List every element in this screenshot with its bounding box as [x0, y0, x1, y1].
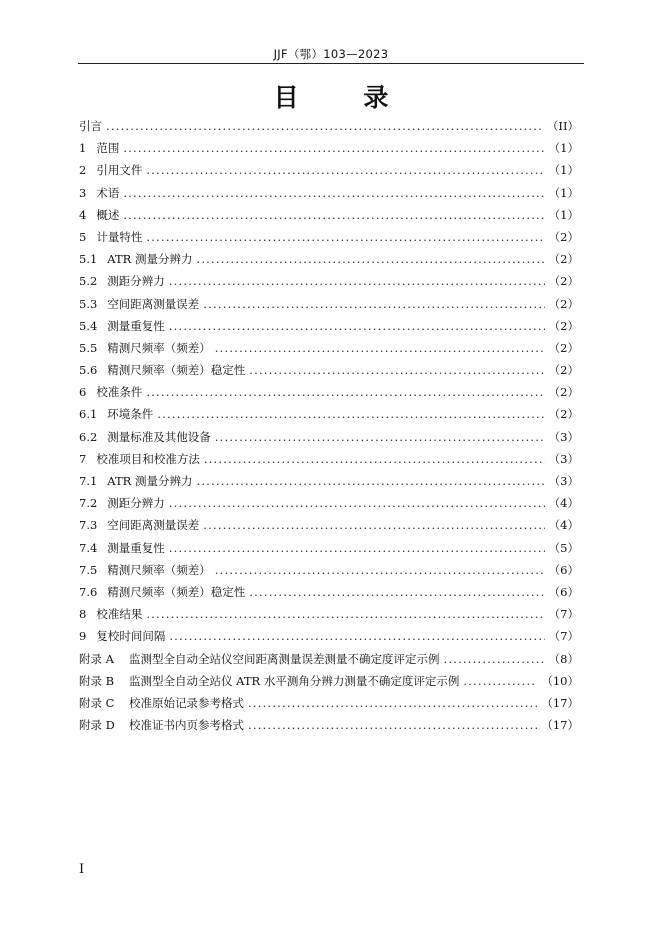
toc-dot-leader [123, 137, 544, 159]
toc-entry-number: 3 [79, 185, 87, 200]
toc-entry-page: （2） [548, 274, 579, 289]
toc-entry-page: （10） [541, 673, 579, 688]
toc-entry[interactable] [79, 315, 579, 337]
toc-entry-number: 5.3 [79, 296, 98, 311]
toc-entry-page: （17） [541, 718, 579, 733]
toc-dot-leader [123, 182, 544, 204]
toc-dot-leader [146, 603, 544, 625]
toc-entry-page: （2） [548, 407, 579, 422]
toc-entry-number: 附录 C [79, 695, 115, 710]
toc-dot-leader [249, 359, 544, 381]
toc-dot-leader [203, 514, 544, 536]
toc-entry-title: 精测尺频率（频差） [107, 340, 211, 355]
toc-entry-number: 附录 A [79, 651, 114, 666]
toc-entry-title: 空间距离测量误差 [107, 296, 200, 311]
toc-entry-page: （2） [548, 318, 579, 333]
header-divider [78, 63, 584, 64]
toc-entry[interactable] [79, 581, 579, 603]
toc-entry[interactable] [79, 270, 579, 292]
toc-dot-leader [204, 448, 545, 470]
toc-entry[interactable] [79, 337, 579, 359]
toc-entry-title: 校准结果 [96, 607, 143, 622]
toc-entry-page: （17） [541, 695, 579, 710]
table-of-contents [79, 115, 579, 736]
page-title: 目 录 [273, 83, 417, 112]
toc-entry-number: 附录 B [79, 673, 115, 688]
toc-entry[interactable] [79, 648, 579, 670]
toc-dot-leader [169, 270, 545, 292]
toc-dot-leader [169, 492, 545, 514]
toc-entry[interactable] [79, 692, 579, 714]
toc-entry-number: 5.4 [79, 318, 98, 333]
toc-entry-title: 精测尺频率（频差）稳定性 [107, 584, 246, 599]
toc-entry-title: 校准项目和校准方法 [96, 451, 200, 466]
toc-entry-page: （2） [548, 229, 579, 244]
toc-entry-title: 校准原始记录参考格式 [129, 695, 244, 710]
toc-dot-leader [146, 381, 544, 403]
toc-dot-leader [249, 581, 544, 603]
toc-entry[interactable] [79, 403, 579, 425]
toc-dot-leader [157, 403, 544, 425]
toc-entry-number: 7.2 [79, 496, 98, 511]
toc-entry-number: 7.4 [79, 540, 98, 555]
toc-dot-leader [215, 337, 545, 359]
toc-entry-number: 4 [79, 207, 87, 222]
toc-entry-page: （1） [548, 207, 579, 222]
toc-entry-title: 概述 [96, 207, 120, 222]
toc-entry-number: 7.6 [79, 584, 98, 599]
toc-entry-page: （4） [548, 496, 579, 511]
toc-entry-number: 1 [79, 141, 87, 156]
toc-entry-page: （8） [548, 651, 579, 666]
toc-entry-title: 校准证书内页参考格式 [129, 718, 244, 733]
toc-entry[interactable] [79, 115, 579, 137]
toc-dot-leader [248, 714, 537, 736]
toc-entry-title: 校准条件 [96, 385, 143, 400]
toc-entry-title: 范围 [96, 141, 120, 156]
toc-entry-title: 计量特性 [96, 229, 143, 244]
toc-entry-page: （II） [546, 119, 579, 133]
toc-entry-page: （4） [548, 518, 579, 533]
toc-entry-page: （5） [548, 540, 579, 555]
toc-entry[interactable] [79, 714, 579, 736]
toc-entry[interactable] [79, 514, 579, 536]
toc-entry[interactable] [79, 182, 579, 204]
toc-entry-title: 引用文件 [96, 163, 143, 178]
toc-entry-page: （3） [548, 474, 579, 488]
toc-entry-number: 9 [79, 629, 87, 644]
toc-entry-title: 测量重复性 [107, 540, 165, 555]
toc-dot-leader [169, 315, 545, 337]
toc-dot-leader [463, 670, 537, 692]
toc-dot-leader [146, 226, 544, 248]
toc-entry-number: 6.2 [79, 429, 98, 444]
toc-entry-title: 空间距离测量误差 [107, 518, 200, 533]
toc-dot-leader [106, 115, 543, 137]
toc-entry-page: （7） [548, 607, 579, 622]
toc-entry-page: （7） [548, 629, 579, 644]
toc-entry[interactable] [79, 204, 579, 226]
toc-entry[interactable] [79, 559, 579, 581]
toc-entry-page: （3） [548, 451, 579, 466]
toc-entry[interactable] [79, 248, 579, 270]
toc-entry-page: （1） [548, 185, 579, 200]
toc-entry-page: （3） [548, 429, 579, 444]
toc-entry-number: 6 [79, 385, 87, 400]
toc-entry-page: （1） [548, 163, 579, 178]
toc-entry[interactable] [79, 426, 579, 448]
toc-dot-leader [215, 559, 545, 581]
toc-entry[interactable] [79, 537, 579, 559]
toc-entry-title: 测距分辨力 [107, 496, 165, 511]
toc-entry[interactable] [79, 159, 579, 181]
toc-entry[interactable] [79, 492, 579, 514]
toc-dot-leader [146, 159, 544, 181]
toc-entry-number: 6.1 [79, 407, 98, 422]
toc-dot-leader [123, 204, 544, 226]
toc-entry[interactable] [79, 625, 579, 647]
toc-entry-page: （2） [548, 252, 579, 267]
toc-entry-page: （6） [548, 562, 579, 577]
toc-entry-number: 8 [79, 607, 87, 622]
toc-entry-title: 测距分辨力 [107, 274, 165, 289]
toc-entry[interactable] [79, 137, 579, 159]
toc-entry-title: 测量重复性 [107, 318, 165, 333]
toc-entry-title: ATR 测量分辨力 [107, 252, 193, 267]
document-code-header: JJF（鄂）103—2023 [273, 47, 389, 61]
toc-entry-number: 附录 D [79, 718, 115, 733]
toc-entry-number: 5.6 [79, 363, 98, 378]
toc-entry-number: 5.1 [79, 252, 98, 267]
page-number: I [79, 862, 85, 877]
toc-entry-number: 7.5 [79, 562, 98, 577]
toc-dot-leader [169, 537, 545, 559]
toc-entry-title: 测量标准及其他设备 [107, 429, 211, 444]
toc-entry-number: 5 [79, 229, 87, 244]
toc-entry[interactable] [79, 293, 579, 315]
toc-entry-title: 监测型全自动全站仪 ATR 水平测角分辨力测量不确定度评定示例 [129, 673, 460, 688]
toc-entry-number: 5.2 [79, 274, 98, 289]
toc-entry-page: （2） [548, 363, 579, 378]
toc-entry-number: 7.3 [79, 518, 98, 533]
toc-dot-leader [444, 648, 545, 670]
toc-entry-page: （1） [548, 141, 579, 156]
toc-entry[interactable] [79, 448, 579, 470]
toc-entry[interactable] [79, 359, 579, 381]
toc-entry-title: 环境条件 [107, 407, 154, 422]
toc-entry-number: 2 [79, 163, 87, 178]
toc-entry-number: 引言 [79, 119, 102, 133]
toc-entry-title: 监测型全自动全站仪空间距离测量误差测量不确定度评定示例 [129, 651, 440, 666]
toc-entry[interactable] [79, 226, 579, 248]
toc-dot-leader [203, 293, 544, 315]
toc-dot-leader [248, 692, 537, 714]
toc-entry-title: 精测尺频率（频差） [107, 562, 211, 577]
toc-entry-page: （2） [548, 296, 579, 311]
toc-entry-number: 7.1 [79, 474, 98, 488]
toc-entry[interactable] [79, 381, 579, 403]
toc-entry-page: （2） [548, 340, 579, 355]
toc-entry-number: 7 [79, 451, 87, 466]
toc-dot-leader [196, 470, 544, 492]
toc-dot-leader [196, 248, 544, 270]
toc-entry-page: （6） [548, 584, 579, 599]
toc-entry-title: 复校时间间隔 [96, 629, 166, 644]
toc-entry[interactable] [79, 670, 579, 692]
toc-entry-title: 精测尺频率（频差）稳定性 [107, 363, 246, 378]
toc-entry-title: ATR 测量分辨力 [107, 474, 193, 488]
toc-entry-page: （2） [548, 385, 579, 400]
toc-dot-leader [169, 625, 544, 647]
toc-entry-number: 5.5 [79, 340, 98, 355]
toc-entry[interactable] [79, 603, 579, 625]
toc-entry-title: 术语 [96, 185, 120, 200]
toc-entry[interactable] [79, 470, 579, 492]
toc-dot-leader [215, 426, 545, 448]
